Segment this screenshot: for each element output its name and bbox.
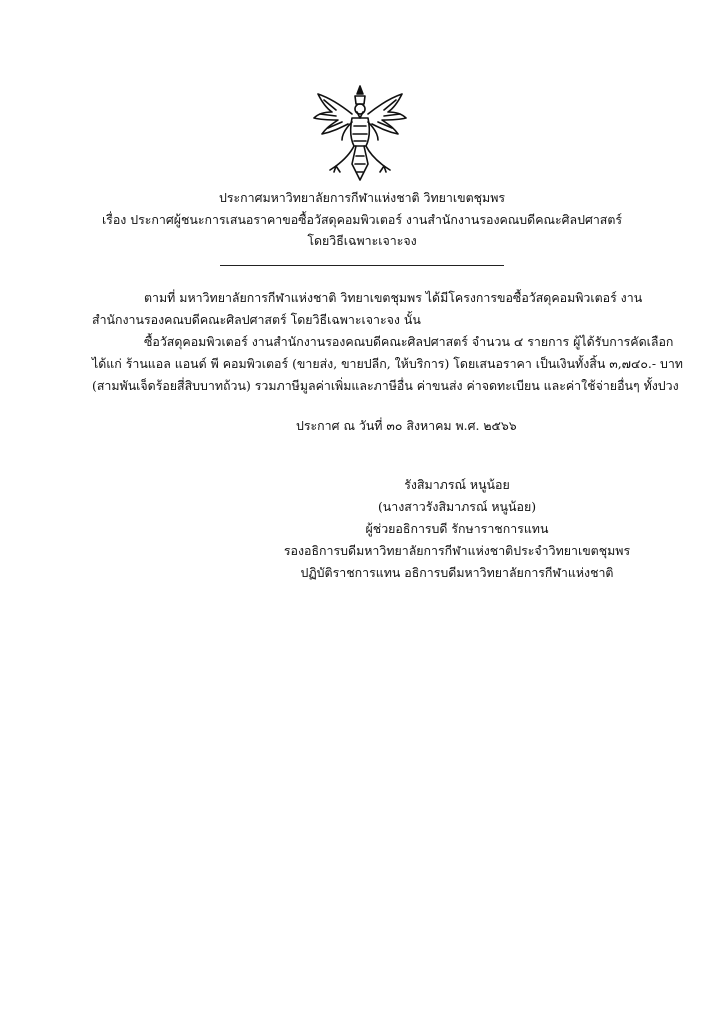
signature-full-name: (นางสาวรังสิมาภรณ์ หนูน้อย)	[377, 499, 537, 514]
signature-position-3: ปฏิบัติราชการแทน อธิการบดีมหาวิทยาลัยการกีฬาแห่งชาติ	[300, 565, 614, 580]
paragraph-1-line-1: ตามที่ มหาวิทยาลัยการกีฬาแห่งชาติ วิทยาเขตชุมพร ได้มีโครงการขอซื้อวัสดุคอมพิวเตอร์ งาน	[144, 290, 643, 305]
signature-name: รังสิมาภรณ์ หนูน้อย	[404, 477, 510, 492]
signature-position-2: รองอธิการบดีมหาวิทยาลัยการกีฬาแห่งชาติประจำวิทยาเขตชุมพร	[283, 543, 631, 558]
signature-position-1: ผู้ช่วยอธิการบดี รักษาราชการแทน	[365, 521, 549, 536]
garuda-emblem-icon	[312, 84, 408, 182]
paragraph-2-line-3: (สามพันเจ็ดร้อยสี่สิบบาทถ้วน) รวมภาษีมูลค่าเพิ่มและภาษีอื่น ค่าขนส่ง ค่าจดทะเบียน และค่าใช้จ่ายอื่นๆ ทั้งปวง	[92, 378, 679, 393]
announcement-title: ประกาศมหาวิทยาลัยการกีฬาแห่งชาติ วิทยาเขตชุมพร	[218, 190, 506, 205]
paragraph-1-line-2: สำนักงานรองคณบดีคณะศิลปศาสตร์ โดยวิธีเฉพาะเจาะจง นั้น	[92, 312, 421, 327]
announcement-subject: เรื่อง ประกาศผู้ชนะการเสนอราคาขอซื้อวัสดุคอมพิวเตอร์ งานสำนักงานรองคณบดีคณะศิลปศาสตร์	[101, 212, 623, 227]
announcement-date: ประกาศ ณ วันที่ ๓๐ สิงหาคม พ.ศ. ๒๕๖๖	[296, 418, 517, 433]
title-divider	[220, 265, 504, 266]
paragraph-2-line-2: ได้แก่ ร้านแอล แอนด์ พี คอมพิวเตอร์ (ขายส่ง, ขายปลีก, ให้บริการ) โดยเสนอราคา เป็นเงินทั้งสิ้น ๓,๗๔๐.- บาท	[92, 356, 683, 371]
procurement-method: โดยวิธีเฉพาะเจาะจง	[307, 233, 417, 248]
paragraph-2-line-1: ซื้อวัสดุคอมพิวเตอร์ งานสำนักงานรองคณบดีคณะศิลปศาสตร์ จำนวน ๔ รายการ ผู้ได้รับการคัดเลือก	[144, 334, 674, 349]
